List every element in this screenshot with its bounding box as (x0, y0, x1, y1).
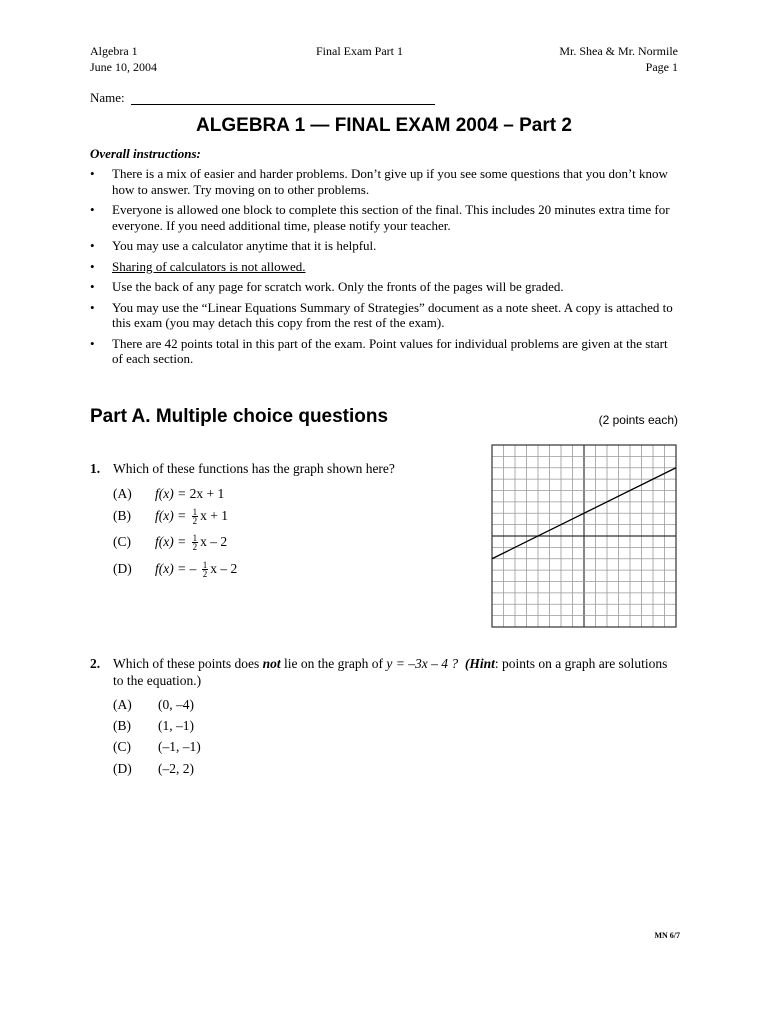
list-item: • Use the back of any page for scratch work. Only the fronts of the pages will be graded. (90, 279, 564, 294)
header-course: Algebra 1 (90, 44, 138, 58)
q2-number: 2. (90, 656, 101, 671)
q1-text: Which of these functions has the graph shown here? (113, 461, 395, 476)
instructions-list (90, 166, 680, 372)
list-item: • There is a mix of easier and harder problems. Don’t give up if you see some questions that you don’t know how to answer. Try moving on to other problems. (90, 166, 668, 197)
footer-code: MN 6/7 (654, 931, 680, 940)
instructions-heading: Overall instructions: (90, 146, 201, 161)
header-teachers: Mr. Shea & Mr. Normile (559, 44, 678, 58)
q1-option-a[interactable]: (A) f(x) = 2x + 1 (113, 486, 225, 501)
q1-number: 1. (90, 461, 101, 476)
q1-option-d[interactable]: (D) f(x) = – $\frac{1}{2}$ x – 2 (113, 560, 238, 580)
name-label: Name: (90, 90, 125, 105)
q2-option-c[interactable]: (C) (–1, –1) (113, 739, 201, 754)
list-item: • Sharing of calculators is not allowed. (90, 258, 306, 274)
part-a-points: (2 points each) (598, 413, 678, 427)
q2-option-a[interactable]: (A) (0, –4) (113, 697, 194, 712)
list-item: • There are 42 points total in this part of the exam. Point values for individual problems are given at the start of each section. (90, 335, 668, 366)
header-page: Page 1 (645, 60, 678, 74)
q1-option-c[interactable]: (C) f(x) = $\frac{1}{2}$ x – 2 (113, 533, 228, 553)
q2-option-d[interactable]: (D) (–2, 2) (113, 761, 194, 776)
exam-title: ALGEBRA 1 — FINAL EXAM 2004 – Part 2 (196, 115, 572, 136)
header-date: June 10, 2004 (90, 60, 157, 74)
list-item: • Everyone is allowed one block to complete this section of the final. This includes 20 minutes extra time for everyone. If you need additional time, please notify your teacher. (90, 202, 670, 233)
part-a-heading: Part A. Multiple choice questions (90, 406, 389, 427)
q2-text: Which of these points does not lie on the graph of y = –3x – 4 ? (Hint: points on a graph are solutions to the equation.) (113, 656, 668, 688)
name-line[interactable] (131, 104, 435, 105)
list-item: • You may use the “Linear Equations Summary of Strategies” document as a note sheet. A copy is attached to this exam (you may detach this copy from the rest of the exam). (90, 299, 673, 330)
q2-option-b[interactable]: (B) (1, –1) (113, 718, 194, 733)
q1-option-b[interactable]: (B) f(x) = $\frac{1}{2}$ x + 1 (113, 507, 228, 527)
list-item: • You may use a calculator anytime that it is helpful. (90, 238, 377, 253)
q1-graph (491, 444, 677, 628)
header-exam: Final Exam Part 1 (316, 44, 403, 58)
